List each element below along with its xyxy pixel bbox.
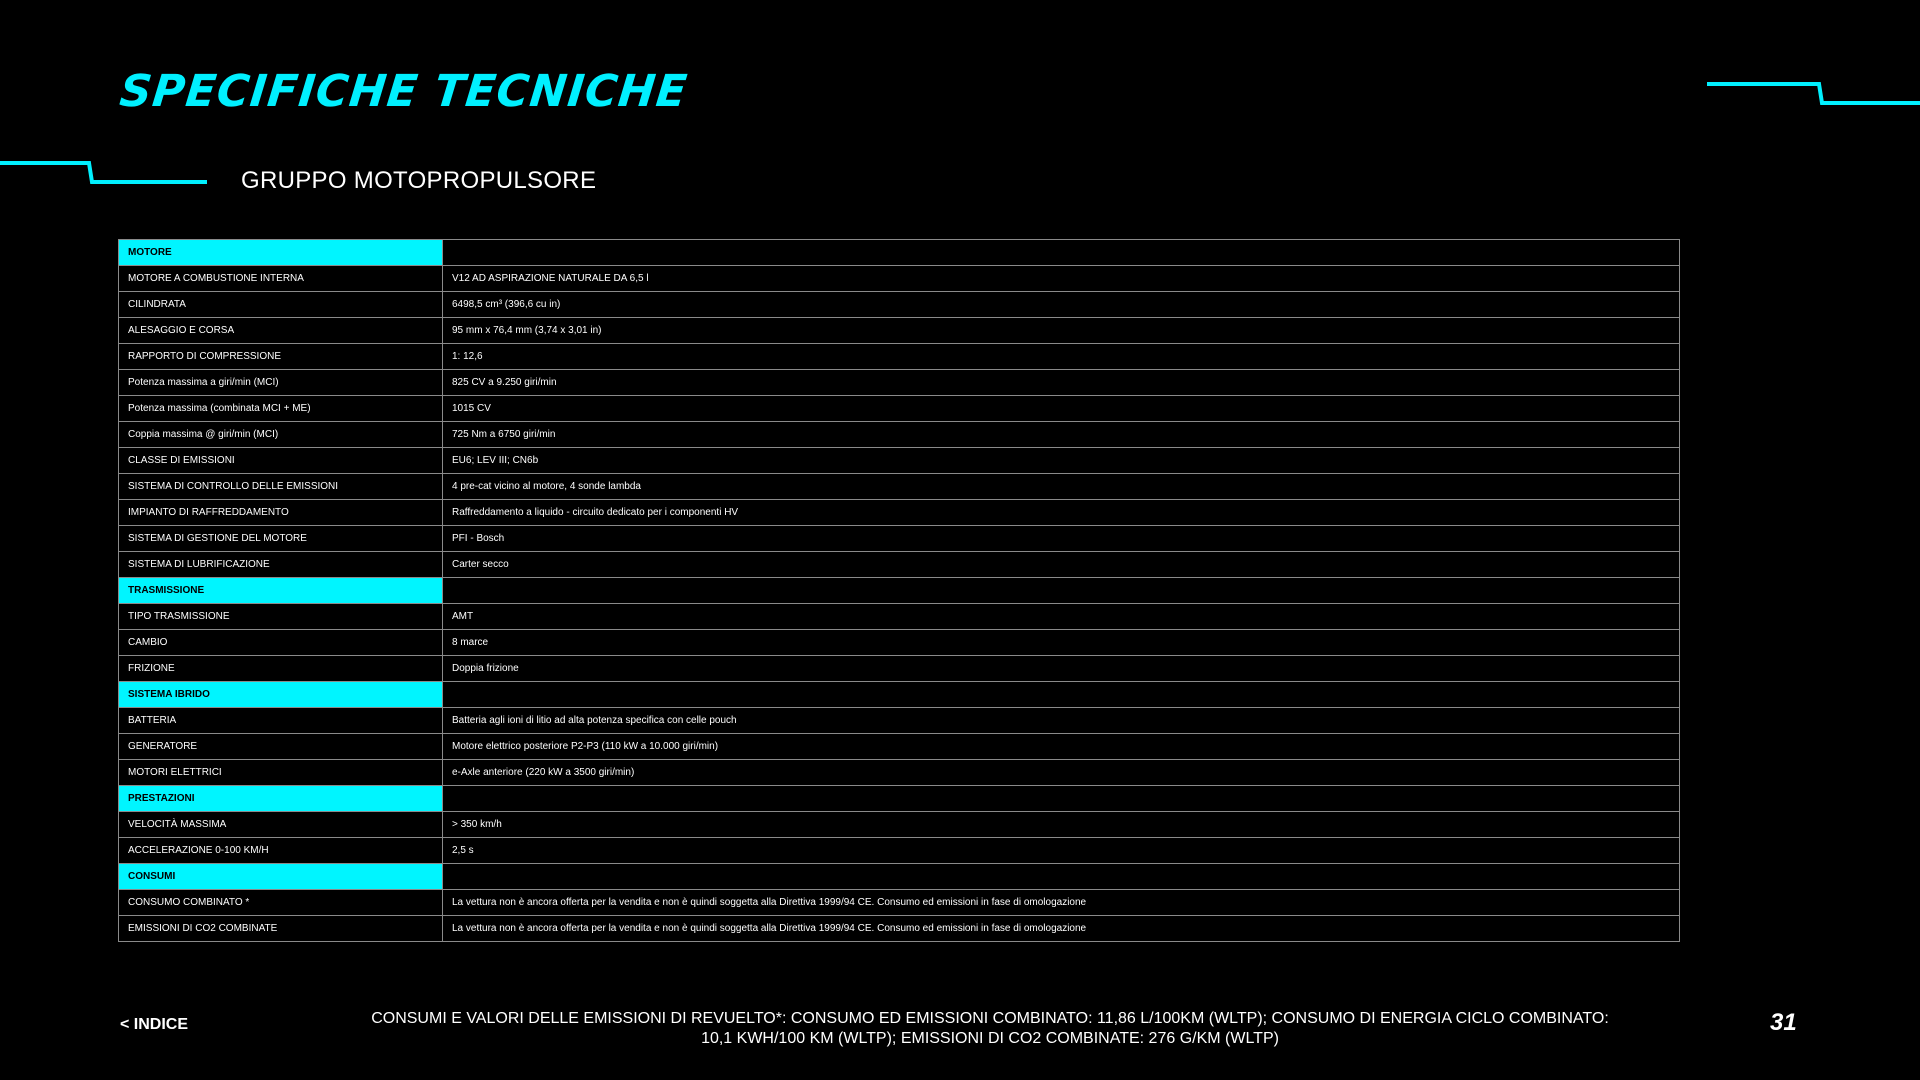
table-section-row xyxy=(119,578,1680,604)
table-section-row xyxy=(119,786,1680,812)
table-row xyxy=(119,318,1680,344)
spec-label-cell: Potenza massima a giri/min (MCI) xyxy=(119,370,443,396)
footnote-line: CONSUMI E VALORI DELLE EMISSIONI DI REVUELTO*: CONSUMO ED EMISSIONI COMBINATO: 11,86 L/100KM (WLTP); CONSUMO DI ENERGIA CICLO COMBINATO: xyxy=(371,1010,1609,1027)
table-row xyxy=(119,812,1680,838)
spec-value-cell: 95 mm x 76,4 mm (3,74 x 3,01 in) xyxy=(443,318,1680,344)
spec-value-cell: Batteria agli ioni di litio ad alta potenza specifica con celle pouch xyxy=(443,708,1680,734)
section-header-cell: PRESTAZIONI xyxy=(119,786,443,812)
spec-value-cell: 825 CV a 9.250 giri/min xyxy=(443,370,1680,396)
table-row xyxy=(119,630,1680,656)
spec-value-cell: 8 marce xyxy=(443,630,1680,656)
spec-value-cell xyxy=(443,240,1680,266)
table-row xyxy=(119,552,1680,578)
spec-label-cell: MOTORE A COMBUSTIONE INTERNA xyxy=(119,266,443,292)
spec-label-cell: FRIZIONE xyxy=(119,656,443,682)
table-row xyxy=(119,474,1680,500)
spec-value-cell: 2,5 s xyxy=(443,838,1680,864)
spec-value-cell: La vettura non è ancora offerta per la vendita e non è quindi soggetta alla Direttiva 1999/94 CE. Consumo ed emissioni in fase di omologazione xyxy=(443,916,1680,942)
table-row xyxy=(119,422,1680,448)
section-header-cell: CONSUMI xyxy=(119,864,443,890)
table-row xyxy=(119,890,1680,916)
spec-label-cell: SISTEMA DI GESTIONE DEL MOTORE xyxy=(119,526,443,552)
spec-value-cell: PFI - Bosch xyxy=(443,526,1680,552)
spec-value-cell: 4 pre-cat vicino al motore, 4 sonde lambda xyxy=(443,474,1680,500)
spec-label-cell: CONSUMO COMBINATO * xyxy=(119,890,443,916)
spec-label-cell: Potenza massima (combinata MCI + ME) xyxy=(119,396,443,422)
spec-label-cell: TIPO TRASMISSIONE xyxy=(119,604,443,630)
spec-label-cell: EMISSIONI DI CO2 COMBINATE xyxy=(119,916,443,942)
spec-value-cell xyxy=(443,864,1680,890)
left-accent-line xyxy=(0,158,210,188)
spec-label-cell: ALESAGGIO E CORSA xyxy=(119,318,443,344)
table-row xyxy=(119,448,1680,474)
spec-value-cell xyxy=(443,578,1680,604)
table-section-row xyxy=(119,682,1680,708)
spec-label-cell: GENERATORE xyxy=(119,734,443,760)
table-row xyxy=(119,604,1680,630)
spec-value-cell: V12 AD ASPIRAZIONE NATURALE DA 6,5 l xyxy=(443,266,1680,292)
spec-value-cell: 725 Nm a 6750 giri/min xyxy=(443,422,1680,448)
spec-value-cell: 1: 12,6 xyxy=(443,344,1680,370)
spec-value-cell: Carter secco xyxy=(443,552,1680,578)
footnote-line: 10,1 KWH/100 KM (WLTP); EMISSIONI DI CO2 COMBINATE: 276 G/KM (WLTP) xyxy=(701,1030,1279,1047)
section-header-cell: TRASMISSIONE xyxy=(119,578,443,604)
spec-label-cell: ACCELERAZIONE 0-100 KM/H xyxy=(119,838,443,864)
spec-value-cell: e-Axle anteriore (220 kW a 3500 giri/min) xyxy=(443,760,1680,786)
spec-label-cell: SISTEMA DI LUBRIFICAZIONE xyxy=(119,552,443,578)
page-number: 31 xyxy=(1770,1009,1797,1036)
table-row xyxy=(119,708,1680,734)
spec-label-cell: IMPIANTO DI RAFFREDDAMENTO xyxy=(119,500,443,526)
table-row xyxy=(119,396,1680,422)
spec-label-cell: Coppia massima @ giri/min (MCI) xyxy=(119,422,443,448)
table-row xyxy=(119,734,1680,760)
specifications-table xyxy=(118,239,1680,942)
spec-value-cell: 1015 CV xyxy=(443,396,1680,422)
table-row xyxy=(119,916,1680,942)
page-title: SPECIFICHE TECNICHE xyxy=(117,66,690,117)
spec-label-cell: CAMBIO xyxy=(119,630,443,656)
spec-value-cell: > 350 km/h xyxy=(443,812,1680,838)
table-section-row xyxy=(119,864,1680,890)
spec-value-cell: AMT xyxy=(443,604,1680,630)
table-section-row xyxy=(119,240,1680,266)
section-header-cell: MOTORE xyxy=(119,240,443,266)
section-subtitle: GRUPPO MOTOPROPULSORE xyxy=(241,167,597,194)
table-row xyxy=(119,370,1680,396)
spec-label-cell: SISTEMA DI CONTROLLO DELLE EMISSIONI xyxy=(119,474,443,500)
table-row xyxy=(119,526,1680,552)
top-right-accent-line xyxy=(1700,78,1920,108)
table-row xyxy=(119,838,1680,864)
spec-value-cell: Doppia frizione xyxy=(443,656,1680,682)
table-row xyxy=(119,500,1680,526)
spec-value-cell xyxy=(443,682,1680,708)
spec-value-cell: Motore elettrico posteriore P2-P3 (110 kW a 10.000 giri/min) xyxy=(443,734,1680,760)
spec-label-cell: RAPPORTO DI COMPRESSIONE xyxy=(119,344,443,370)
spec-label-cell: CLASSE DI EMISSIONI xyxy=(119,448,443,474)
spec-value-cell: Raffreddamento a liquido - circuito dedicato per i componenti HV xyxy=(443,500,1680,526)
spec-label-cell: BATTERIA xyxy=(119,708,443,734)
spec-value-cell: La vettura non è ancora offerta per la vendita e non è quindi soggetta alla Direttiva 1999/94 CE. Consumo ed emissioni in fase di omologazione xyxy=(443,890,1680,916)
table-row xyxy=(119,292,1680,318)
spec-value-cell xyxy=(443,786,1680,812)
spec-label-cell: CILINDRATA xyxy=(119,292,443,318)
table-row xyxy=(119,266,1680,292)
table-row xyxy=(119,344,1680,370)
index-link[interactable]: < INDICE xyxy=(120,1016,189,1033)
table-row xyxy=(119,760,1680,786)
spec-label-cell: MOTORI ELETTRICI xyxy=(119,760,443,786)
specifications-table-body xyxy=(119,240,1680,942)
table-row xyxy=(119,656,1680,682)
section-header-cell: SISTEMA IBRIDO xyxy=(119,682,443,708)
spec-value-cell: EU6; LEV III; CN6b xyxy=(443,448,1680,474)
emissions-footnote xyxy=(340,1009,1640,1049)
spec-label-cell: VELOCITÀ MASSIMA xyxy=(119,812,443,838)
spec-value-cell: 6498,5 cm³ (396,6 cu in) xyxy=(443,292,1680,318)
